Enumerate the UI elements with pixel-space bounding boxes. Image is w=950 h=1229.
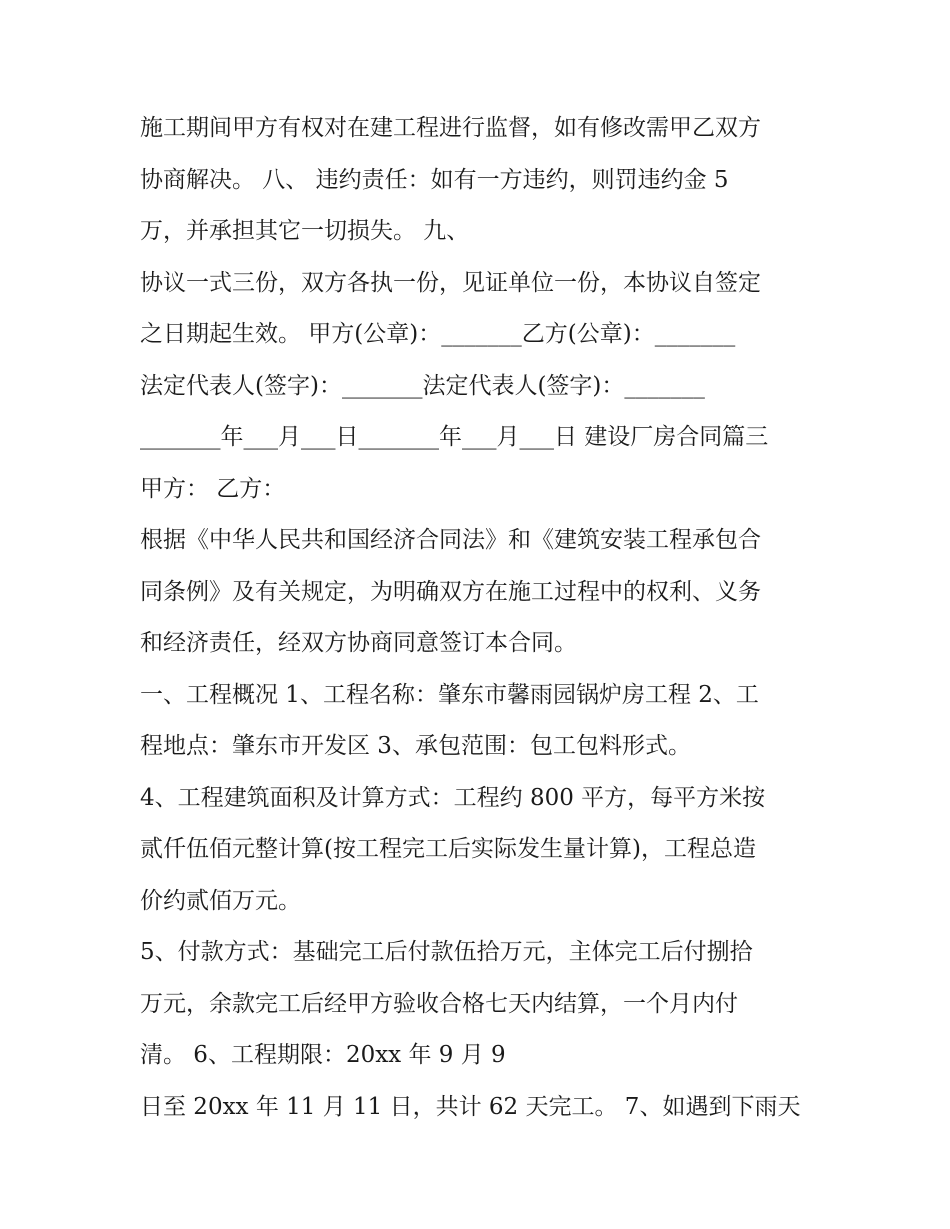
text-line: 根据《中华人民共和国经济合同法》和《建筑安装工程承包合 bbox=[140, 527, 761, 553]
text-line: 和经济责任，经双方协商同意签订本合同。 bbox=[140, 630, 577, 656]
text-line: 协议一式三份，双方各执一份，见证单位一份，本协议自签定 bbox=[140, 269, 761, 296]
text-line: 5、付款方式：基础完工后付款伍拾万元，主体完工后付捌拾 bbox=[140, 939, 753, 965]
text-line: _______年___月___日_______年___月___日 建设厂房合同篇三 bbox=[140, 424, 769, 450]
text-line: 清。 6、工程期限：20xx 年 9 月 9 bbox=[140, 1042, 506, 1068]
text-line: 同条例》及有关规定，为明确双方在施工过程中的权利、义务 bbox=[140, 578, 761, 605]
text-line: 之日期起生效。 甲方(公章)：_______乙方(公章)：_______ bbox=[140, 321, 736, 347]
text-line: 法定代表人(签字)：_______法定代表人(签字)：_______ bbox=[140, 372, 705, 399]
text-line: 日至 20xx 年 11 月 11 日，共计 62 天完工。 7、如遇到下雨天 bbox=[140, 1093, 801, 1120]
text-line: 价约贰佰万元。 bbox=[140, 887, 301, 914]
text-line: 施工期间甲方有权对在建工程进行监督，如有修改需甲乙双方 bbox=[140, 115, 761, 141]
text-line: 一、工程概况 1、工程名称：肇东市馨雨园锅炉房工程 2、工 bbox=[140, 681, 759, 708]
text-line: 甲方： 乙方： bbox=[140, 475, 286, 502]
text-line: 贰仟伍佰元整计算(按工程完工后实际发生量计算)，工程总造 bbox=[140, 836, 756, 862]
text-line: 协商解决。 八、 违约责任：如有一方违约，则罚违约金 5 bbox=[140, 166, 729, 193]
text-line: 万元，余款完工后经甲方验收合格七天内结算，一个月内付 bbox=[140, 990, 738, 1017]
text-line: 程地点：肇东市开发区 3、承包范围：包工包料形式。 bbox=[140, 733, 691, 759]
contract-text bbox=[140, 105, 820, 1135]
text-line: 4、工程建筑面积及计算方式：工程约 800 平方，每平方米按 bbox=[140, 784, 766, 811]
text-line: 万，并承担其它一切损失。 九、 bbox=[140, 218, 470, 244]
